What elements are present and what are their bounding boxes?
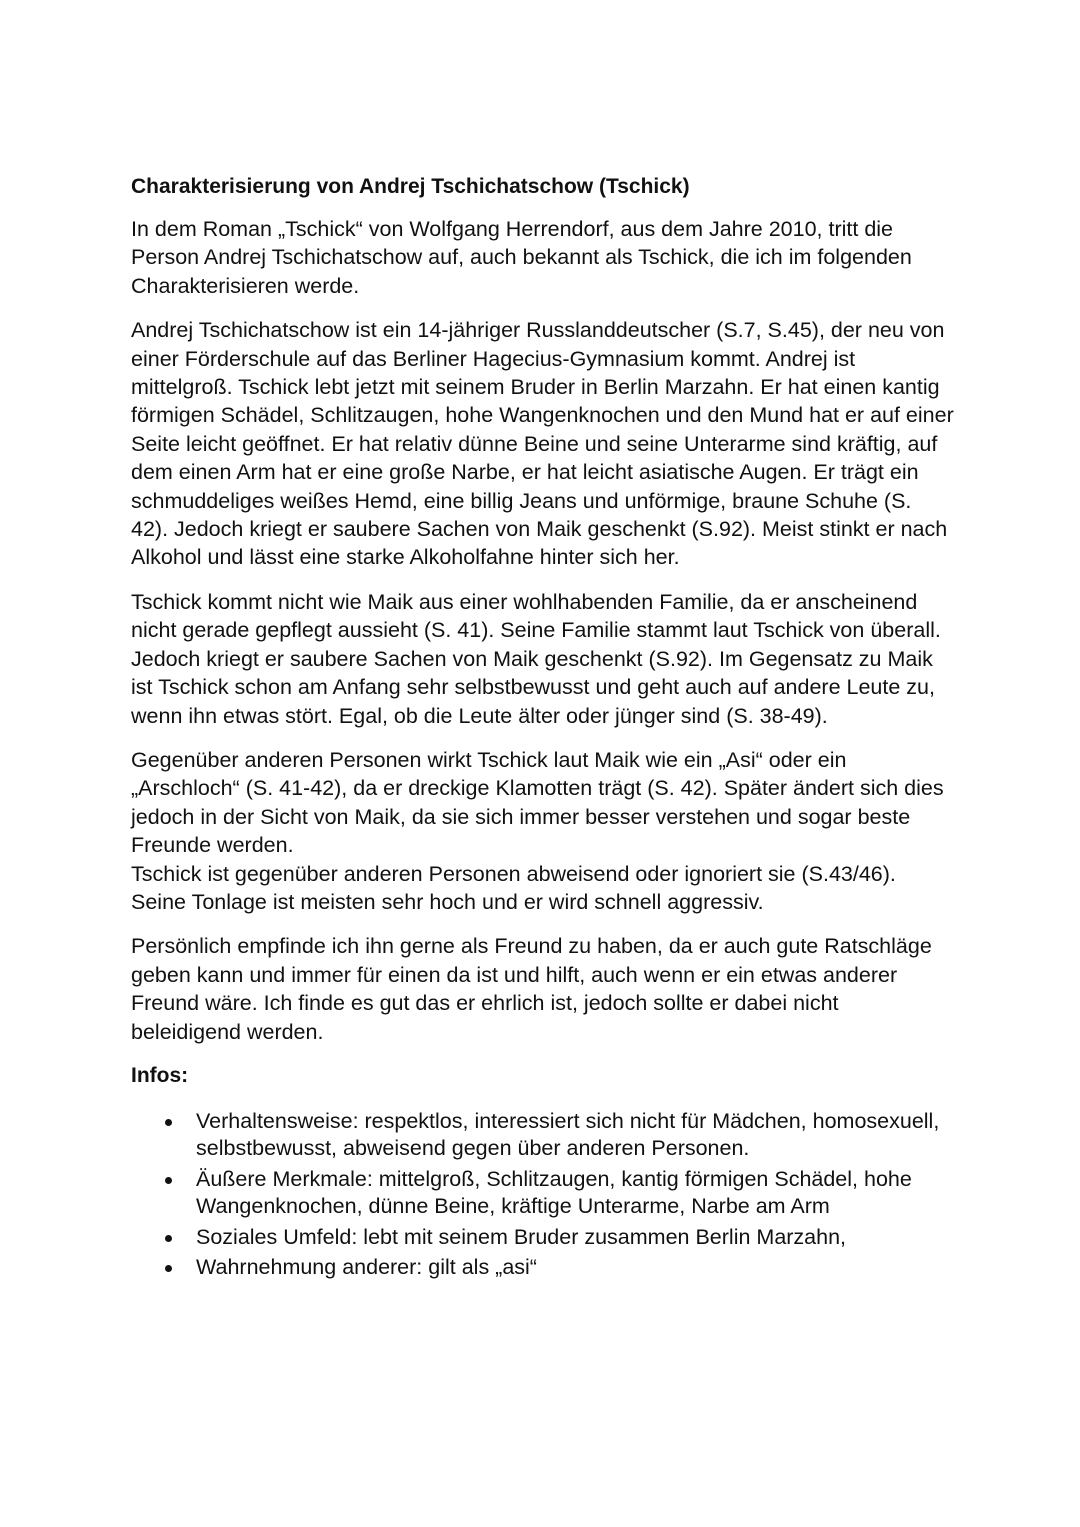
infos-heading: Infos: [131, 1063, 189, 1087]
list-item [196, 1166, 954, 1221]
bullet-icon [165, 1265, 172, 1272]
infos-item-environment: Soziales Umfeld: lebt mit seinem Bruder zusammen Berlin Marzahn, [196, 1224, 847, 1249]
document-title: Charakterisierung von Andrej Tschichatschow (Tschick) [131, 175, 690, 198]
bullet-icon [165, 1119, 172, 1126]
paragraph-appearance: Andrej Tschichatschow ist ein 14-jähriger Russlanddeutscher (S.7, S.45), der neu von einer Förderschule auf das Berliner Hagecius-Gymnasium kommt. Andrej ist mittelgroß. Tschick lebt jetzt mit seinem Bruder in Berlin Marzahn. Er hat einen kantig förmigen Schädel, Schlitzaugen, hohe Wangenknochen und den Mund hat er auf einer Seite leicht geöffnet. Er hat relativ dünne Beine und seine Unterarme sind kräftig, auf dem einen Arm hat er eine große Narbe, er hat leicht asiatische Augen. Er trägt ein schmuddeliges weißes Hemd, eine billig Jeans und unförmige, braune Schuhe (S. 42). Jedoch kriegt er saubere Sachen von Maik geschenkt (S.92). Meist stinkt er nach Alkohol und lässt eine starke Alkoholfahne hinter sich her. [131, 318, 954, 570]
infos-item-appearance: Äußere Merkmale: mittelgroß, Schlitzaugen, kantig förmigen Schädel, hohe Wangenknochen, dünne Beine, kräftige Unterarme, Narbe am Arm [196, 1166, 912, 1219]
bullet-icon [165, 1235, 172, 1242]
paragraph-perception: Gegenüber anderen Personen wirkt Tschick laut Maik wie ein „Asi“ oder ein „Arschloch“ (S. 41-42), da er dreckige Klamotten trägt (S. 42). Später ändert sich dies jedoch in der Sicht von Maik, da sie sich immer besser verstehen und sogar beste Freunde werden. [131, 747, 944, 858]
infos-item-behavior: Verhaltensweise: respektlos, interessiert sich nicht für Mädchen, homosexuell, selbstbewusst, abweisend gegen über anderen Personen. [196, 1108, 940, 1161]
list-item [196, 1224, 954, 1252]
paragraph-background: Tschick kommt nicht wie Maik aus einer wohlhabenden Familie, da er anscheinend nicht gerade gepflegt aussieht (S. 41). Seine Familie stammt laut Tschick von überall. Jedoch kriegt er saubere Sachen von Maik geschenkt (S.92). Im Gegensatz zu Maik ist Tschick schon am Anfang sehr selbstbewusst und geht auch auf andere Leute zu, wenn ihn etwas stört. Egal, ob die Leute älter oder jünger sind (S. 38-49). [131, 589, 941, 728]
bullet-icon [165, 1177, 172, 1184]
paragraph-intro: In dem Roman „Tschick“ von Wolfgang Herrendorf, aus dem Jahre 2010, tritt die Person Andrej Tschichatschow auf, auch bekannt als Tschick, die ich im folgenden Charakterisieren werde. [131, 217, 912, 298]
paragraph-behavior: Tschick ist gegenüber anderen Personen abweisend oder ignoriert sie (S.43/46). Seine Tonlage ist meisten sehr hoch und er wird schnell aggressiv. [131, 861, 896, 914]
infos-list [131, 1108, 954, 1282]
list-item [196, 1254, 954, 1282]
paragraph-opinion: Persönlich empfinde ich ihn gerne als Freund zu haben, da er auch gute Ratschläge geben kann und immer für einen da ist und hilft, auch wenn er ein etwas anderer Freund wäre. Ich finde es gut das er ehrlich ist, jedoch sollte er dabei nicht beleidigend werden. [131, 934, 932, 1044]
list-item [196, 1108, 954, 1163]
infos-item-perception: Wahrnehmung anderer: gilt als „asi“ [196, 1255, 537, 1280]
